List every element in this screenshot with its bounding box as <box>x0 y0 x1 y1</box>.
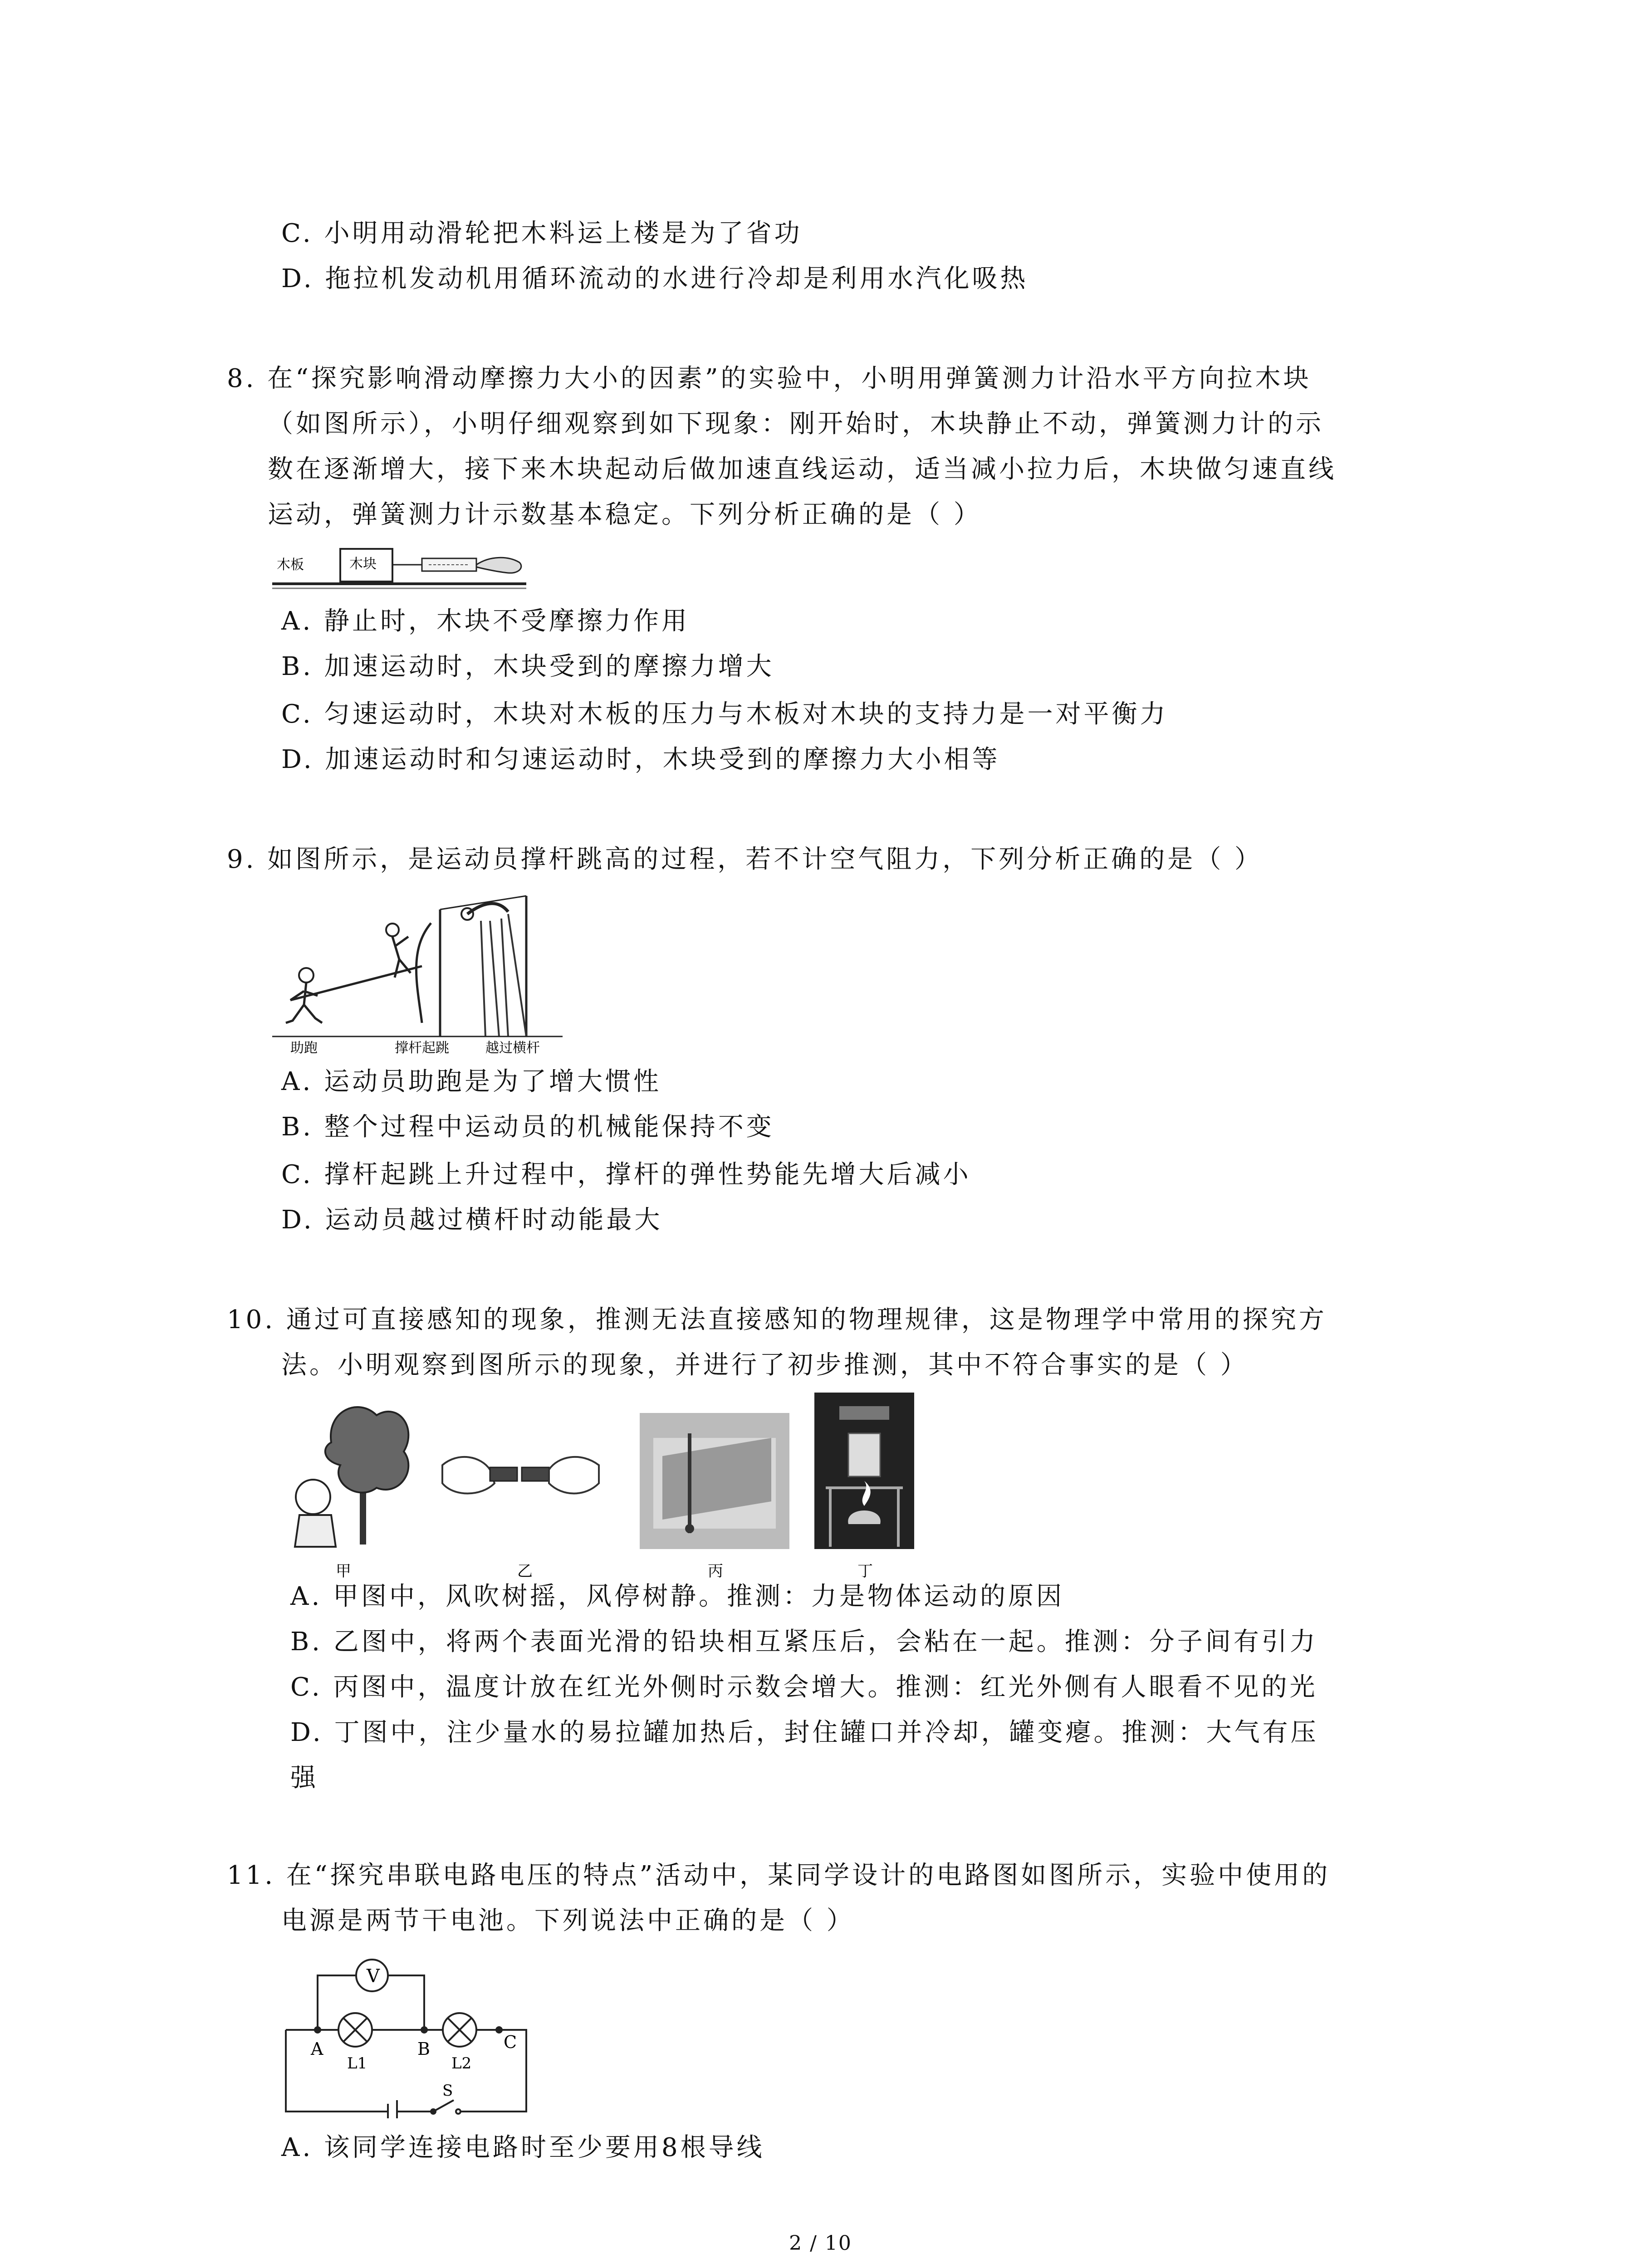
q9-option-c: C. 撑杆起跳上升过程中，撑杆的弹性势能先增大后减小 <box>281 1160 971 1189</box>
q9-fig-label-jump: 撑杆起跳 <box>395 1040 449 1055</box>
q8-stem-line1: 8. 在“探究影响滑动摩擦力大小的因素”的实验中，小明用弹簧测力计沿水平方向拉木块 <box>227 364 1312 393</box>
q8-option-a: A. 静止时，木块不受摩擦力作用 <box>281 606 690 636</box>
q11-stem-line2: 电源是两节干电池。下列说法中正确的是（ ） <box>281 1906 855 1936</box>
q7-option-c: C. 小明用动滑轮把木料运上楼是为了省功 <box>281 219 803 248</box>
q11-fig-node-a: A <box>311 2039 323 2059</box>
q9-option-b: B. 整个过程中运动员的机械能保持不变 <box>281 1112 774 1142</box>
page-number: 2 / 10 <box>789 2232 852 2255</box>
q10-option-d-line1: D. 丁图中，注少量水的易拉罐加热后，封住罐口并冷却，罐变瘪。推测：大气有压 <box>290 1718 1319 1747</box>
q10-option-a: A. 甲图中，风吹树摇，风停树静。推测：力是物体运动的原因 <box>290 1582 1065 1611</box>
q11-figure-circuit <box>272 1946 554 2118</box>
q9-figure-pole-vault <box>272 887 590 1055</box>
q7-option-d: D. 拖拉机发动机用循环流动的水进行冷却是利用水汽化吸热 <box>281 264 1029 293</box>
q11-stem-line1: 11. 在“探究串联电路电压的特点”活动中，某同学设计的电路图如图所示，实验中使用的 <box>227 1861 1331 1890</box>
q11-fig-node-c: C <box>504 2032 517 2052</box>
q10-option-b: B. 乙图中，将两个表面光滑的铅块相互紧压后，会粘在一起。推测：分子间有引力 <box>290 1627 1318 1657</box>
q9-fig-label-run: 助跑 <box>290 1040 318 1055</box>
q9-option-d: D. 运动员越过横杆时动能最大 <box>281 1205 663 1235</box>
q10-option-d-line2: 强 <box>290 1763 318 1793</box>
q10-stem-line1: 10. 通过可直接感知的现象，推测无法直接感知的物理规律，这是物理学中常用的探究方 <box>227 1305 1327 1334</box>
q8-option-d: D. 加速运动时和匀速运动时，木块受到的摩擦力大小相等 <box>281 745 1000 774</box>
q11-fig-voltmeter-label: V <box>367 1966 380 1987</box>
q8-option-b: B. 加速运动时，木块受到的摩擦力增大 <box>281 652 774 681</box>
q10-fig-bing <box>640 1413 789 1549</box>
q11-option-a: A. 该同学连接电路时至少要用8根导线 <box>281 2133 765 2162</box>
q10-fig-label-jia: 甲 <box>336 1562 351 1580</box>
q11-fig-lamp-l1: L1 <box>347 2054 367 2072</box>
q10-fig-ding <box>814 1393 914 1549</box>
q11-fig-lamp-l2: L2 <box>451 2054 472 2072</box>
q11-fig-node-b: B <box>417 2039 430 2059</box>
q8-stem-line3: 数在逐渐增大，接下来木块起动后做加速直线运动，适当减小拉力后，木块做匀速直线 <box>268 455 1337 484</box>
q11-fig-switch-s: S <box>442 2082 453 2100</box>
q9-stem-line1: 9. 如图所示，是运动员撑杆跳高的过程，若不计空气阻力，下列分析正确的是（ ） <box>227 845 1263 874</box>
q10-stem-line2: 法。小明观察到图所示的现象，并进行了初步推测，其中不符合事实的是（ ） <box>281 1350 1249 1380</box>
q8-fig-label-board: 木板 <box>277 557 304 573</box>
q10-figure-phenomena <box>281 1393 935 1583</box>
q8-figure-friction <box>272 542 526 594</box>
q8-stem-line4: 运动，弹簧测力计示数基本稳定。下列分析正确的是（ ） <box>268 500 982 529</box>
q10-fig-label-yi: 乙 <box>517 1562 533 1580</box>
q10-fig-label-bing: 丙 <box>708 1562 723 1580</box>
q10-fig-jia <box>295 1407 408 1547</box>
q10-option-c: C. 丙图中，温度计放在红光外侧时示数会增大。推测：红光外侧有人眼看不见的光 <box>290 1672 1318 1702</box>
q10-fig-label-ding: 丁 <box>857 1562 873 1580</box>
q9-fig-label-over: 越过横杆 <box>485 1040 540 1055</box>
q8-stem-line2: （如图所示），小明仔细观察到如下现象：刚开始时，木块静止不动，弹簧测力计的示 <box>268 409 1324 439</box>
q8-fig-label-block: 木块 <box>349 556 377 572</box>
q10-fig-yi <box>442 1457 599 1494</box>
q8-option-c: C. 匀速运动时，木块对木板的压力与木板对木块的支持力是一对平衡力 <box>281 699 1168 729</box>
q9-option-a: A. 运动员助跑是为了增大惯性 <box>281 1067 662 1096</box>
